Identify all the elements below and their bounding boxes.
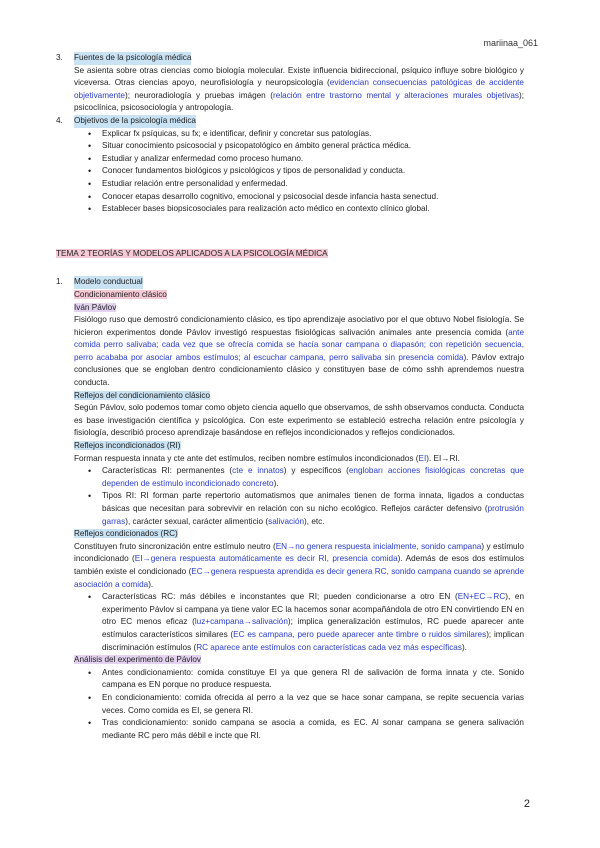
text: ); implican discriminación estímulos ( <box>102 629 525 652</box>
section-3-paragraph <box>74 65 524 115</box>
section-1-heading <box>56 276 524 289</box>
text: ) y estímulo incondicionado ( <box>74 541 524 564</box>
blue-text: EI→genera respuesta automáticamente es decir RI, presencia comida <box>134 554 398 564</box>
subheading-condicionamiento <box>74 289 524 302</box>
objectives-list <box>56 128 524 216</box>
subheading-rc <box>74 528 524 541</box>
text: ). EI→RI. <box>426 453 460 463</box>
text: ) y específicos ( <box>283 466 349 476</box>
blue-text: relación entre trastorno mental y alteraciones murales objetivas <box>273 90 519 100</box>
text: ), etc. <box>304 516 325 526</box>
text: Constituyen fruto sincronización entre estímulo neutro ( <box>74 541 276 551</box>
blue-text: EC→genera respuesta aprendida es decir genera RC, sonido campana cuando se aprende asociación a comida <box>74 566 524 589</box>
subheading-ivan <box>74 302 524 315</box>
subheading-analisis <box>74 654 524 667</box>
list-item: • En condicionamiento: comida ofrecida al perro a la vez que se hace sonar campana, se repite secuencia varias veces. Como comida es EI, se genera RI. <box>88 692 524 717</box>
blue-text: luz+campana→salivación <box>194 617 288 627</box>
rc-list <box>56 591 524 654</box>
text: Se asienta sobre otras ciencias como biología molecular. Existe influencia bidireccional, psíquico influye sobre biológico y viceversa. Otras ciencias apoyo, neurofisiología y neuropsicología ( <box>74 65 524 88</box>
text: Tipos RI: RI forman parte repertorio automatismos que animales tienen de forma innata, ligados a conductas básicas que necesitan para sobrevivir en relación con su nicho ecológico. Reflejos carácter defensivo ( <box>102 491 524 513</box>
text: ); implica generalización estímulos, RC puede aparecer ante estímulos característicos similares ( <box>102 617 524 639</box>
subheading-text: Análisis del experimento de Pávlov <box>74 655 201 665</box>
text: ), en experimento Pávlov si campana ya tiene valor EC la hacemos sonar acompañándola de otro EN convirtiendo EN en otro EC menos eficaz ( <box>102 592 524 627</box>
list-item: • Estudiar y analizar enfermedad como proceso humano. <box>88 153 524 166</box>
author-name: mariinaa_061 <box>483 38 538 48</box>
text: Características RI: permanentes ( <box>102 466 233 476</box>
section-title: Fuentes de la psicología médica <box>74 52 191 65</box>
blue-text: EI <box>418 453 427 463</box>
blue-text: cte e innatos <box>232 466 284 476</box>
ri-list <box>56 465 524 528</box>
text: Características RC: más débiles e inconstantes que RI; pueden condicionarse a otro EN ( <box>102 592 458 602</box>
blue-text: protrusión garras <box>102 504 524 526</box>
reflejos-paragraph: Según Pávlov, solo podemos tomar como objeto ciencia aquello que observamos, de sshh observamos conducta. Conducta es base investigación científica y psicológica. Con este experimento se estableció estrecha relación entre psicología y fisiología, describió proceso aprendizaje basándose en reflejos incondicionados y reflejos condicionados. <box>74 403 524 438</box>
blue-text: ante comida perro salivaba; cada vez que se ofrecía comida se hacía sonar campana o diapasón; con repetición secuencia, perro acababa por asociar ambos estímulos; al escuchar campana, perro salivaba sin presencia comida <box>74 327 524 362</box>
list-item <box>88 591 524 654</box>
list-item: • Antes condicionamiento: comida constituye EI ya que genera RI de salivación de forma innata y cte. Sonido campana es EN porque no produce respuesta. <box>88 667 524 692</box>
text: ). <box>148 579 154 589</box>
blue-text: evidencian consecuencias patológicas de accidente objetivamente <box>74 78 524 100</box>
page-content <box>56 52 524 742</box>
section-number: 4. <box>56 115 63 125</box>
rc-paragraph <box>74 541 524 591</box>
subheading-text: Iván Pávlov <box>74 302 117 312</box>
subheading-text: Reflejos condicionados (RC) <box>74 529 178 539</box>
blue-text: EN→no genera respuesta inicialmente, sonido campana <box>275 541 482 551</box>
list-item: • Tras condicionamiento: sonido campana se asocia a comida, es EC. Al sonar campana se genera salivación mediante RC pero más débil e incte que RI. <box>88 717 524 742</box>
section-3-heading <box>56 52 524 65</box>
list-item: • Conocer fundamentos biológicos y psicológicos y tipos de personalidad y conducta. <box>88 165 524 178</box>
subheading-text: Reflejos del condicionamiento clásico <box>74 390 211 400</box>
list-item: • Explicar fx psíquicas, su fx; e identificar, definir y concretar sus patologías. <box>88 128 524 141</box>
chapter-title: TEMA 2 TEORÍAS Y MODELOS APLICADOS A LA PSICOLOGÍA MÉDICA <box>56 248 328 258</box>
pavlov-paragraph <box>74 314 524 390</box>
text: ). Además de esos dos estímulos también existe el condicionado ( <box>74 554 524 576</box>
text: ). <box>273 478 279 488</box>
section-title: Modelo conductual <box>74 276 143 289</box>
text: ); neuroradiología y pruebas imágen ( <box>124 90 274 100</box>
list-item <box>88 465 524 490</box>
section-number: 3. <box>56 53 63 62</box>
text: Forman respuesta innata y cte ante det estímulos, reciben nombre estímulos incondicionados ( <box>74 453 419 463</box>
chapter-heading <box>56 248 524 261</box>
subheading-text: Reflejos incondicionados (RI) <box>74 441 181 451</box>
list-item: • Estudiar relación entre personalidad y enfermedad. <box>88 178 524 191</box>
list-item: • Establecer bases biopsicosociales para realización acto médico en contexto clínico global. <box>88 203 524 216</box>
page-number: 2 <box>523 798 530 810</box>
blue-text: englobarı acciones fisiológicas concretas que dependen de estímulo incondicionado concreto <box>102 466 524 488</box>
section-number: 1. <box>56 277 63 287</box>
text: Fisiólogo ruso que demostró condicionamiento clásico, es tipo aprendizaje asociativo por el que obtuvo Nobel fisiología. Se hicieron experimentos donde Pávlov investigó respuestas fisiológicas salivación animales ante presencia comida ( <box>74 315 524 337</box>
section-4-heading <box>56 115 524 128</box>
subheading-ri <box>74 440 524 453</box>
analisis-list <box>56 667 524 743</box>
subheading-reflejos <box>74 390 524 403</box>
section-title: Objetivos de la psicología médica <box>74 115 196 128</box>
text: ), carácter sexual, carácter alimenticio ( <box>125 516 269 526</box>
blue-text: EN+EC→RC <box>457 592 506 602</box>
text: ). <box>461 642 467 652</box>
text: ). Pávlov extrajo conclusiones que se engloban dentro condicionamiento clásico y constituyen base de cómo sshh aprendemos nuestra conducta. <box>74 352 525 388</box>
list-item <box>88 490 524 528</box>
subheading-text: Condicionamiento clásico <box>74 289 167 299</box>
text: ); psicoclínica, psicosociología y antropología. <box>74 90 524 113</box>
list-item: • Situar conocimiento psicosocial y psicopatológico en ámbito general práctica médica. <box>88 140 524 153</box>
list-item: • Conocer etapas desarrollo cognitivo, emocional y psicosocial desde infancia hasta senectud. <box>88 191 524 204</box>
ri-paragraph <box>74 453 524 466</box>
blue-text: RC aparece ante estímulos con características cada vez más específicas <box>196 642 462 652</box>
blue-text: salivación <box>268 516 305 526</box>
blue-text: EC es campana, pero puede aparecer ante timbre o ruidos similares <box>233 629 487 639</box>
